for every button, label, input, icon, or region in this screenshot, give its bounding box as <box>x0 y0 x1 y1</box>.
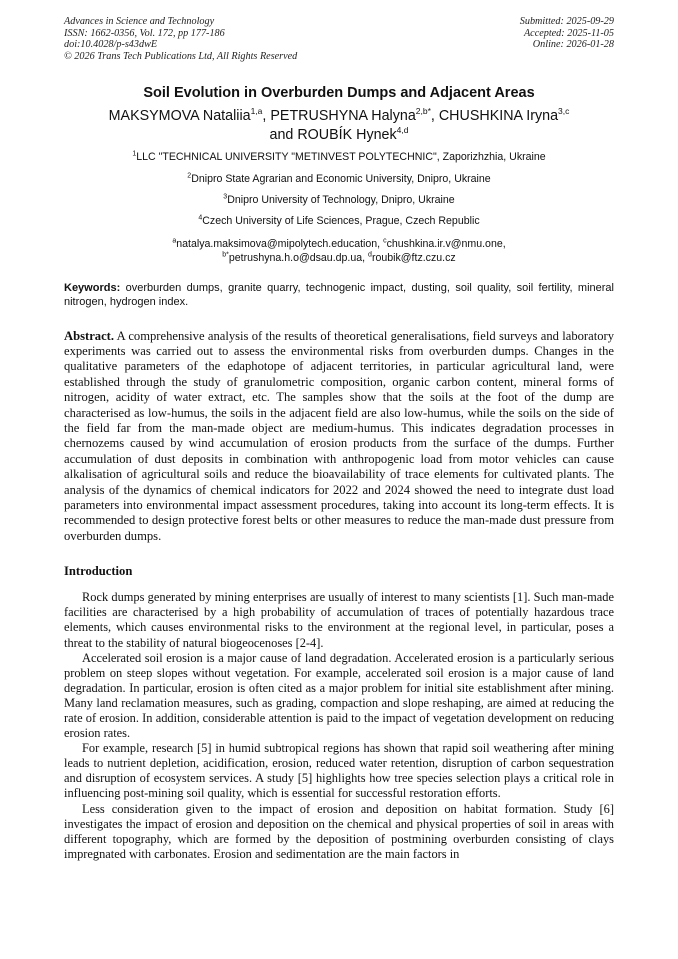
header-left <box>64 16 297 62</box>
author-sup: 3,c <box>558 106 570 117</box>
affiliation-line <box>64 194 614 207</box>
body-paragraph: For example, research [5] in humid subtropical regions has shown that rapid soil weathering after mining leads to nutrient depletion, acidification, erosion, reduced water retention, disruption of carbon sequestration and disruption of ecosystem services. A study [5] highlights how tree species selection plays a critical role in influencing post-mining soil quality, which is essential for successful restoration efforts. <box>64 741 614 801</box>
affiliation-sup: 1 <box>132 150 137 158</box>
author-name: ROUBÍK Hynek <box>297 127 397 144</box>
body-paragraph: Accelerated soil erosion is a major cause of land degradation. Accelerated erosion is a particularly serious problem on steep slopes without vegetation. For example, accelerated soil erosion is a major cause of land degradation. In particular, erosion is often cited as a major problem for initial site establishment after mining. Many land reclamation measures, such as grading, compaction and slope reshaping, are aimed at reducing the rate of erosion. In addition, considerable attention is paid to the impact of vegetation development on reducing erosion rates. <box>64 650 614 741</box>
abstract-block <box>64 329 614 545</box>
author-separator: , <box>262 108 271 125</box>
paper-page <box>64 16 614 862</box>
affiliation-sup: 2 <box>187 172 192 180</box>
doi-line[interactable]: doi:10.4028/p-s43dwE <box>64 39 158 51</box>
author-name: MAKSYMOVA Nataliia <box>108 108 251 125</box>
affiliation-line <box>64 215 614 228</box>
section-heading-introduction: Introduction <box>64 564 133 579</box>
email-link[interactable]: roubik@ftz.czu.cz <box>371 251 456 264</box>
email-link[interactable]: natalya.maksimova@mipolytech.education, <box>176 237 384 250</box>
paper-title: Soil Evolution in Overburden Dumps and Adjacent Areas <box>143 85 535 102</box>
issn-line: ISSN: 1662-0356, Vol. 172, pp 177-186 <box>64 27 225 39</box>
journal-name: Advances in Science and Technology <box>64 16 215 27</box>
affiliation-sup: 4 <box>198 214 203 222</box>
email-sup: b* <box>222 251 229 259</box>
affiliation-text: Czech University of Life Sciences, Prague, Czech Republic <box>202 215 480 228</box>
submitted-date: Submitted: 2025-09-29 <box>519 16 614 27</box>
keywords-block <box>64 281 614 309</box>
affiliation-line <box>64 151 614 164</box>
header-right <box>520 16 614 62</box>
author-and: and <box>269 127 298 144</box>
keywords-text: overburden dumps, granite quarry, technogenic impact, dusting, soil quality, soil fertility, mineral nitrogen, hydrogen index. <box>64 281 614 308</box>
affiliation-list <box>64 151 614 228</box>
author-sup: 1,a <box>250 106 263 117</box>
affiliation-text: Dnipro University of Technology, Dnipro, Ukraine <box>227 193 455 206</box>
affiliation-sup: 3 <box>223 193 228 201</box>
email-sup: a <box>172 237 177 245</box>
author-name: PETRUSHYNA Halyna <box>270 108 416 125</box>
online-date: Online: 2026-01-28 <box>532 39 614 51</box>
author-name: CHUSHKINA Iryna <box>438 108 559 125</box>
author-list <box>64 107 614 145</box>
keywords-label: Keywords: <box>64 281 121 294</box>
author-sup: 2,b* <box>415 106 431 117</box>
body-paragraph: Less consideration given to the impact of erosion and deposition on habitat formation. Study [6] investigates the impact of erosion and deposition on the chemical and physical properties of soil in areas with different topography, which are formed by the deposition of postmining overburden consisting of clays impregnated with carbonates. Erosion and sedimentation are the main factors in <box>64 801 614 861</box>
accepted-date: Accepted: 2025-11-05 <box>523 27 614 39</box>
abstract-label: Abstract. <box>64 328 115 343</box>
email-sup: c <box>383 237 387 245</box>
abstract-text: A comprehensive analysis of the results of theoretical generalisations, field surveys and laboratory experiments was carried out to assess the environmental risks from overburden dumps. Changes in the qualitative parameters of the edaphotope of adjacent territories, in particular agricultural land, were established through the study of granulometric composition, organic carbon content, mineral forms of nitrogen, acidity of water extract, etc. The samples show that the soils at the foot of the dump are characterised as low-humus, the soils in the adjacent field are also low-humus, while the soils on the side of the field far from the man-made object are medium-humus. This indicates degradation processes in chernozems caused by wind accumulation of erosion products from the surface of the dumps. Further accumulation of dust deposits in combination with anthropogenic load from motor vehicles can cause alkalisation of agricultural soils and reduce the bioavailability of trace elements for cultivated plants. The analysis of the dynamics of chemical indicators for 2022 and 2024 showed the need to integrate dust load parameters into environmental impact assessment procedures, taking into account its long-term effects. It is recommended to design protective forest belts or other measures to reduce the man-made dust pressure from overburden dumps. <box>64 328 614 543</box>
email-list <box>64 237 614 265</box>
email-link[interactable]: chushkina.ir.v@nmu.one, <box>386 237 506 250</box>
running-header <box>64 16 614 62</box>
affiliation-line <box>64 173 614 186</box>
author-separator: , <box>430 108 439 125</box>
body-paragraph: Rock dumps generated by mining enterprises are usually of interest to many scientists [1]. Such man-made facilities are characterised by a high probability of accumulation of traces of potentially hazardous trace elements, which causes environmental risks to the environment at the regional level, in particular, poses a threat to the stability of natural biogeocenoses [2-4]. <box>64 590 614 650</box>
author-sup: 4,d <box>396 125 409 136</box>
email-sup: d <box>368 251 372 259</box>
copyright-line: © 2026 Trans Tech Publications Ltd, All Rights Reserved <box>64 50 298 62</box>
affiliation-text: Dnipro State Agrarian and Economic University, Dnipro, Ukraine <box>191 172 491 185</box>
email-link[interactable]: petrushyna.h.o@dsau.dp.ua, <box>228 251 369 264</box>
affiliation-text: LLC "TECHNICAL UNIVERSITY "METINVEST POLYTECHNIC", Zaporizhzhia, Ukraine <box>136 151 546 164</box>
